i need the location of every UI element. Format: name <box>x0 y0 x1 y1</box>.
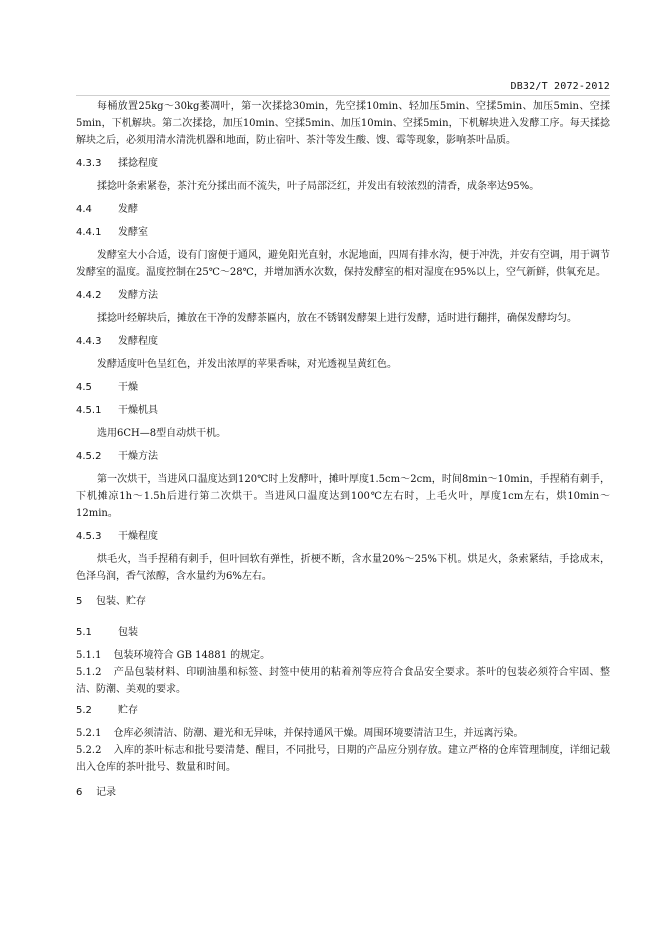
heading-title: 包装、贮存 <box>96 596 146 607</box>
section-heading <box>76 448 610 465</box>
paragraph: 每桶放置25kg～30kg萎凋叶，第一次揉捻30min，先空揉10min、轻加压5min、空揉5min、加压5min、空揉5min，下机解块。第二次揉捻，加压10min、空揉5min、加压10min、空揉5min，下机解块进入发酵工序。每天揉捻解块之后，必须用清水清洗机器和地面，防止宿叶、茶汁等发生酸、馊、霉等现象，影响茶叶品质。 <box>76 101 610 146</box>
heading-title: 揉捻程度 <box>118 158 158 169</box>
clause-text: 仓库必须清洁、防潮、避光和无异味，并保持通风干燥。周围环境要清洁卫生，并远离污染。 <box>113 728 524 739</box>
section-heading <box>76 702 610 719</box>
paragraph: 第一次烘干，当进风口温度达到120℃时上发酵叶，摊叶厚度1.5cm～2cm，时间8min～10min，手捏稍有刺手，下机摊凉1h～1.5h后进行第二次烘干。当进风口温度达到100℃左右时，上毛火叶，厚度1cm左右，烘10min～12min。 <box>76 474 610 519</box>
paragraph: 烘毛火，当手捏稍有刺手，但叶回软有弹性，折梗不断，含水量20%～25%下机。烘足火，条索紧结，手捻成末，色泽乌润，香气浓醇，含水量约为6%左右。 <box>76 554 610 582</box>
section-heading <box>76 201 610 218</box>
section-heading <box>76 155 610 172</box>
heading-number: 4.5.2 <box>76 451 102 462</box>
heading-title: 发酵方法 <box>118 290 158 301</box>
section-heading <box>76 379 610 396</box>
chapter-heading <box>76 784 610 801</box>
heading-title: 包装 <box>118 627 138 638</box>
clause-item <box>76 742 610 776</box>
heading-title: 记录 <box>96 787 116 798</box>
clause-item <box>76 647 610 664</box>
heading-title: 干燥方法 <box>118 451 158 462</box>
heading-number: 6 <box>76 787 83 798</box>
standard-code: DB32/T 2072-2012 <box>510 81 610 92</box>
clause-text: 入库的茶叶标志和批号要清楚、醒目，不同批号，日期的产品应分别存放。建立严格的仓库管理制度，详细记载出入仓库的茶叶批号、数量和时间。 <box>76 745 610 773</box>
heading-title: 发酵室 <box>118 227 148 238</box>
clause-number: 5.2.2 <box>76 745 102 756</box>
heading-title: 发酵 <box>118 204 138 215</box>
section-heading <box>76 333 610 350</box>
clause-text: 包装环境符合 GB 14881 的规定。 <box>113 650 271 661</box>
clause-number: 5.1.2 <box>76 667 102 678</box>
heading-title: 贮存 <box>118 705 138 716</box>
section-heading <box>76 224 610 241</box>
heading-number: 4.5 <box>76 382 92 393</box>
heading-number: 4.4 <box>76 204 92 215</box>
section-heading <box>76 528 610 545</box>
heading-number: 4.4.2 <box>76 290 102 301</box>
heading-number: 4.4.3 <box>76 336 102 347</box>
heading-number: 5.1 <box>76 627 92 638</box>
heading-number: 4.5.3 <box>76 531 102 542</box>
chapter-heading <box>76 593 610 610</box>
heading-number: 4.4.1 <box>76 227 102 238</box>
heading-number: 5 <box>76 596 83 607</box>
paragraph: 揉捻叶经解块后，摊放在干净的发酵茶匾内，放在不锈钢发酵架上进行发酵，适时进行翻拌，确保发酵均匀。 <box>97 313 577 324</box>
header-divider <box>76 95 610 96</box>
heading-title: 发酵程度 <box>118 336 158 347</box>
heading-number: 4.5.1 <box>76 405 102 416</box>
clause-number: 5.2.1 <box>76 728 102 739</box>
section-heading <box>76 287 610 304</box>
section-heading <box>76 624 610 641</box>
paragraph: 揉捻叶条索紧卷，茶汁充分揉出而不流失，叶子局部泛红，并发出有较浓烈的清香，成条率达95%。 <box>97 181 540 192</box>
section-heading <box>76 402 610 419</box>
clause-item <box>76 725 610 742</box>
heading-title: 干燥机具 <box>118 405 158 416</box>
clause-text: 产品包装材料、印刷油墨和标签、封签中使用的粘着剂等应符合食品安全要求。茶叶的包装必须符合牢固、整洁、防潮、美观的要求。 <box>76 667 610 695</box>
paragraph: 选用6CH—8型自动烘干机。 <box>97 428 227 439</box>
heading-number: 5.2 <box>76 705 92 716</box>
clause-number: 5.1.1 <box>76 650 102 661</box>
heading-number: 4.3.3 <box>76 158 102 169</box>
paragraph: 发酵室大小合适，设有门窗便于通风，避免阳光直射，水泥地面，四周有排水沟，便于冲洗，并安有空调，用于调节发酵室的温度。温度控制在25℃～28℃，并增加洒水次数，保持发酵室的相对湿度在95%以上，空气新鲜，供氧充足。 <box>76 250 610 278</box>
document-body <box>76 98 610 815</box>
heading-title: 干燥程度 <box>118 531 158 542</box>
clause-item <box>76 664 610 698</box>
paragraph: 发酵适度叶色呈红色，并发出浓厚的苹果香味，对光透视呈黄红色。 <box>97 359 397 370</box>
heading-title: 干燥 <box>118 382 138 393</box>
